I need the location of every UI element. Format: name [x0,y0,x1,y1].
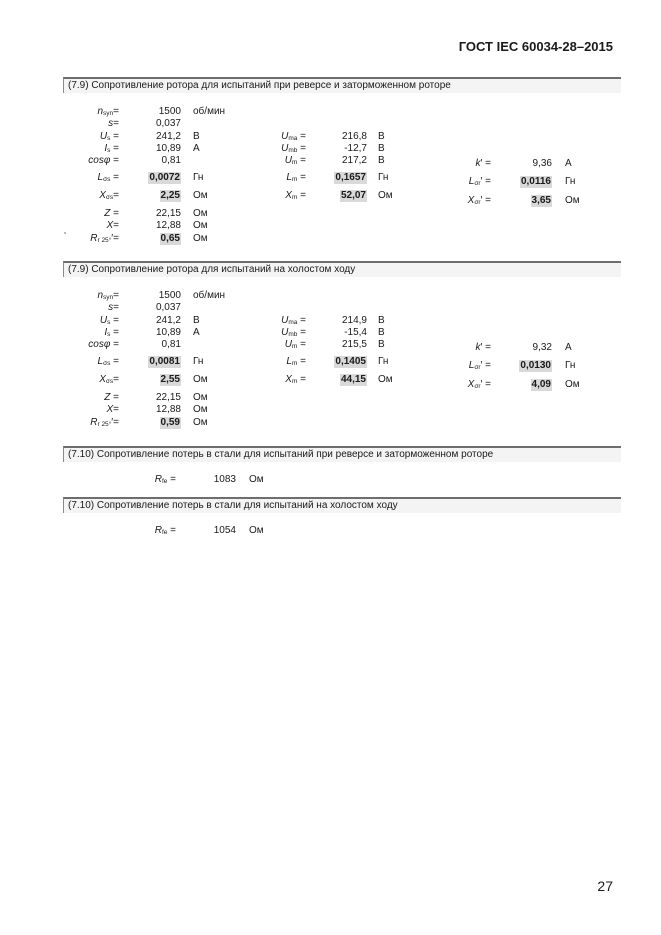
variable-label: $I_s$ = [104,143,119,154]
variable-label: $U_s$ = [99,315,119,326]
variable-unit: В [378,315,385,326]
variable-value: 10,89 [155,327,181,338]
variable-unit: Ом [193,220,208,231]
variable-value: 10,89 [155,143,181,154]
variable-value: 215,5 [341,339,367,350]
variable-label: s= [108,118,119,129]
variable-value: 0,1657 [335,172,366,183]
variable-unit: Ом [565,195,580,206]
variable-label: k′ = [475,342,491,353]
variable-unit: Ом [249,525,264,536]
variable-value: 2,55 [160,374,180,385]
scan-dot [64,232,66,234]
document-header: ГОСТ IEC 60034-28–2015 [458,39,613,54]
variable-unit: В [193,131,200,142]
variable-unit: В [378,327,385,338]
variable-value: 0,0116 [520,176,551,187]
variable-unit: Ом [193,392,208,403]
variable-label: $R_{r 25^\circ}'=$ [90,233,119,244]
variable-value: 1083 [213,474,236,485]
variable-value: 0,59 [160,417,180,428]
variable-label: $R_{fe}$ = [154,525,176,536]
variable-value: 52,07 [340,190,366,201]
section-title: (7.10) Сопротивление потерь в стали для испытаний при реверсе и заторможенном роторе [68,449,494,460]
variable-label: $U_{ma}$ = [281,315,306,326]
variable-label: $U_{mb}$ = [281,327,306,338]
variable-label: $U_m$ = [284,155,306,166]
variable-value: 214,9 [341,315,367,326]
variable-value: 1500 [158,106,181,117]
variable-unit: В [193,315,200,326]
variable-value: 0,1405 [335,356,366,367]
variable-unit: Ом [193,233,208,244]
variable-value: 0,0072 [149,172,180,183]
variable-label: Z = [104,208,119,219]
section-7-10-locked-rotor-header [63,446,621,462]
variable-unit: об/мин [193,106,226,117]
section-7-9-no-load-header [63,261,621,277]
variable-unit: Гн [378,356,389,367]
variable-value: 241,2 [155,131,181,142]
variable-label: $X_{\sigma r}'$ = [467,379,491,390]
variable-label: $X_{\sigma s}=$ [99,374,119,385]
variable-unit: Ом [378,190,393,201]
variable-value: 217,2 [341,155,367,166]
variable-value: 9,32 [532,342,552,353]
section-7-10-no-load-header [63,497,621,513]
variable-unit: Гн [193,172,204,183]
variable-label: $L_{\sigma s}$ = [97,172,119,183]
variable-value: 4,09 [531,379,551,390]
variable-value: 22,15 [155,392,181,403]
variable-unit: Гн [565,360,576,371]
variable-label: X= [106,220,119,231]
variable-unit: об/мин [193,290,226,301]
variable-value: 216,8 [341,131,367,142]
variable-label: $X_{\sigma s}=$ [99,190,119,201]
variable-unit: Ом [249,474,264,485]
variable-value: 2,25 [160,190,180,201]
variable-unit: В [378,339,385,350]
variable-value: 241,2 [155,315,181,326]
variable-label: $U_s$ = [99,131,119,142]
variable-label: X= [106,404,119,415]
variable-label: $n_{syn}=$ [97,290,119,301]
variable-unit: Гн [378,172,389,183]
variable-label: $U_m$ = [284,339,306,350]
variable-label: k′ = [475,158,491,169]
variable-label: Z = [104,392,119,403]
variable-label: $L_m$ = [286,172,306,183]
variable-label: $L_{\sigma s}$ = [97,356,119,367]
variable-unit: Ом [193,374,208,385]
variable-label: $R_{r 25^\circ}'=$ [90,417,119,428]
variable-unit: Ом [193,190,208,201]
variable-value: 9,36 [532,158,552,169]
variable-value: 3,65 [531,195,551,206]
variable-label: $X_{\sigma r}'$ = [467,195,491,206]
variable-unit: А [193,327,200,338]
variable-label: $I_s$ = [104,327,119,338]
variable-label: $U_{ma}$ = [281,131,306,142]
variable-value: 44,15 [340,374,366,385]
variable-label: s= [108,302,119,313]
variable-unit: Ом [193,417,208,428]
variable-unit: Ом [193,404,208,415]
variable-unit: А [565,342,572,353]
variable-label: $n_{syn}=$ [97,106,119,117]
variable-value: 0,037 [155,302,181,313]
variable-unit: Ом [193,208,208,219]
variable-unit: А [565,158,572,169]
variable-value: 0,65 [160,233,180,244]
variable-value: -12,7 [344,143,367,154]
section-title: (7.9) Сопротивление ротора для испытаний на холостом ходу [68,264,356,275]
variable-label: $L_{\sigma r}'$ = [468,176,491,187]
variable-label: $R_{fe}$ = [154,474,176,485]
variable-value: 1054 [213,525,236,536]
variable-value: 0,81 [161,155,181,166]
variable-unit: Гн [193,356,204,367]
variable-value: 0,0130 [520,360,551,371]
variable-value: -15,4 [344,327,367,338]
variable-value: 12,88 [155,220,181,231]
variable-label: $X_m$ = [285,190,306,201]
section-7-9-locked-rotor-header [63,77,621,93]
variable-label: $L_m$ = [286,356,306,367]
variable-label: $X_m$ = [285,374,306,385]
variable-unit: А [193,143,200,154]
variable-unit: Ом [378,374,393,385]
section-title: (7.10) Сопротивление потерь в стали для испытаний на холостом ходу [68,500,398,511]
variable-unit: Гн [565,176,576,187]
page-number: 27 [597,878,613,894]
variable-value: 22,15 [155,208,181,219]
variable-value: 0,81 [161,339,181,350]
variable-value: 0,0081 [149,356,180,367]
variable-label: cosφ = [88,155,119,166]
variable-label: $U_{mb}$ = [281,143,306,154]
variable-label: cosφ = [88,339,119,350]
variable-unit: В [378,131,385,142]
variable-value: 1500 [158,290,181,301]
variable-unit: В [378,155,385,166]
variable-unit: В [378,143,385,154]
variable-unit: Ом [565,379,580,390]
section-title: (7.9) Сопротивление ротора для испытаний при реверсе и заторможенном роторе [68,80,451,91]
variable-value: 0,037 [155,118,181,129]
variable-label: $L_{\sigma r}'$ = [468,360,491,371]
variable-value: 12,88 [155,404,181,415]
